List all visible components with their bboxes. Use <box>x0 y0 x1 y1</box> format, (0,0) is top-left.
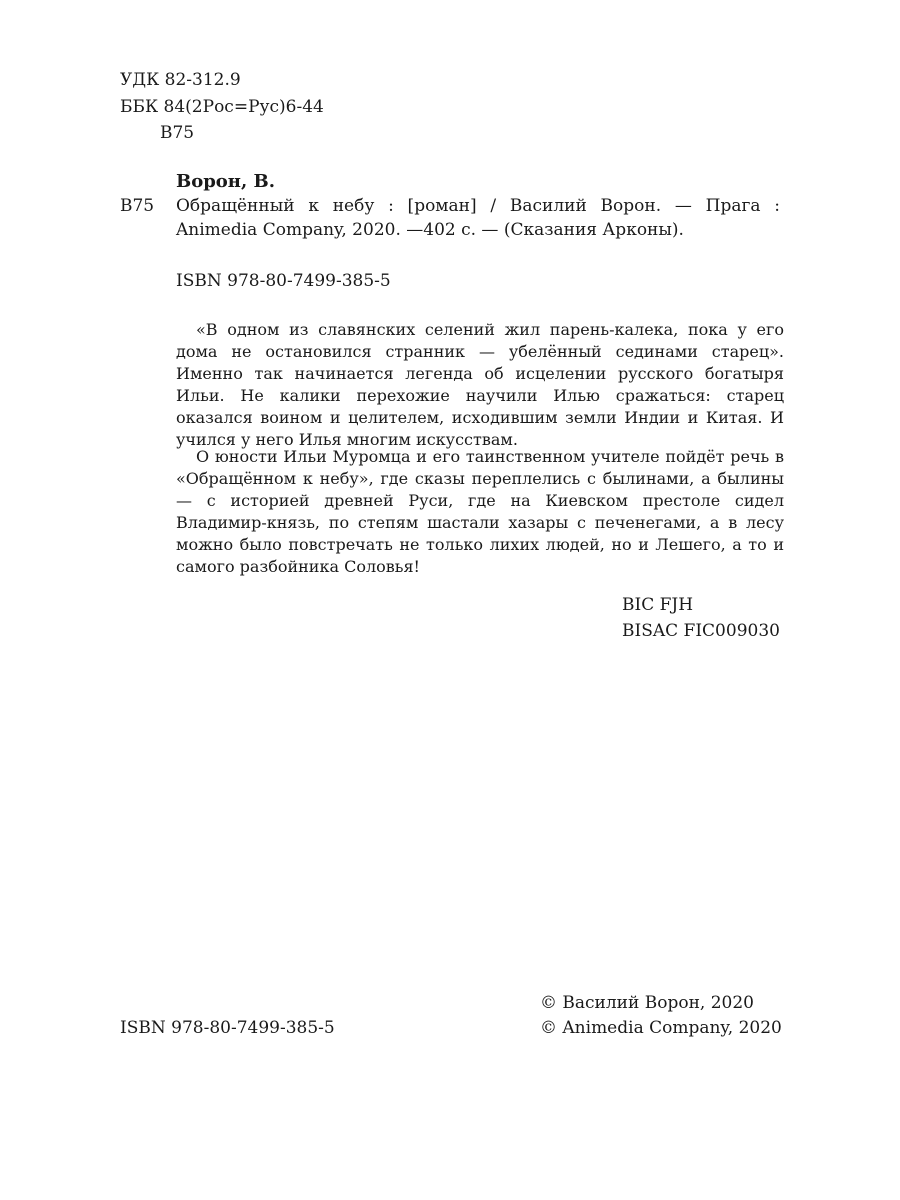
copyright-author: © Василий Ворон, 2020 <box>540 993 754 1013</box>
bbk-code: ББК 84(2Рос=Рус)6-44 <box>120 97 324 117</box>
bisac-code: BISAC FIC009030 <box>622 621 780 641</box>
annotation-paragraph-2: О юности Ильи Муромца и его таинственном учителе пойдёт речь в «Обращённом к небу», где сказы переплелись с былинами, а былины — с историей древней Руси, где на Киевском престоле сидел Владимир-князь, по степям шастали хазары с печенегами, а в лесу можно было повстречать не только лихих людей, но и Лешего, а то и самого разбойника Соловья! <box>176 447 784 576</box>
record-isbn: ISBN 978-80-7499-385-5 <box>176 271 391 291</box>
footer-isbn: ISBN 978-80-7499-385-5 <box>120 1018 335 1038</box>
author-mark-top: В75 <box>160 123 195 143</box>
copyright-publisher: © Animedia Company, 2020 <box>540 1018 782 1038</box>
author-heading: Ворон, В. <box>176 171 275 192</box>
author-mark-record: В75 <box>120 196 155 216</box>
title-line-1: Обращённый к небу : [роман] / Василий Ворон. — Прага : <box>176 196 780 216</box>
bic-code: BIC FJH <box>622 595 694 615</box>
udk-code: УДК 82-312.9 <box>120 70 241 90</box>
title-line-2: Animedia Company, 2020. —402 с. — (Сказания Арконы). <box>176 220 684 240</box>
annotation-paragraph-1: «В одном из славянских селений жил парень-калека, пока у его дома не остановился странник — убелённый сединами старец». Именно так начинается легенда об исцелении русского богатыря Ильи. Не калики перехожие научили Илью сражаться: старец оказался воином и целителем, исходившим земли Индии и Китая. И учился у него Илья многим искусствам. <box>176 320 784 449</box>
